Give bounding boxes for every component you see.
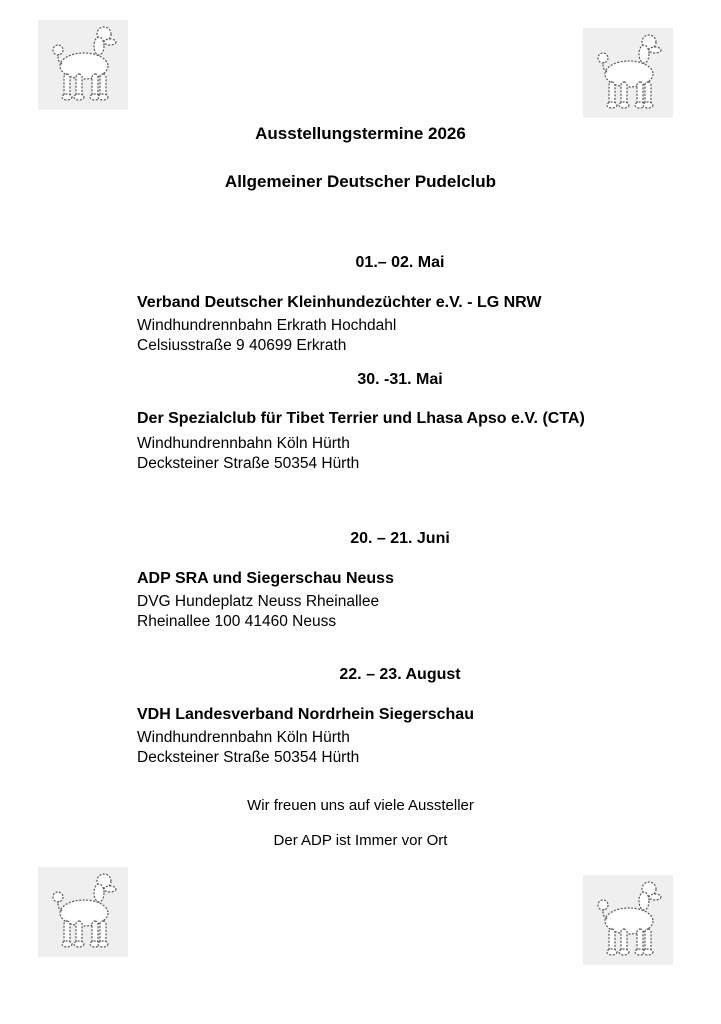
page-title: Ausstellungstermine 2026 bbox=[255, 124, 466, 143]
page-subtitle: Allgemeiner Deutscher Pudelclub bbox=[224, 172, 497, 191]
event-block bbox=[137, 290, 677, 356]
event-date: 01.– 02. Mai bbox=[355, 254, 445, 271]
event-venue: Windhundrennbahn Köln Hürth bbox=[137, 729, 350, 746]
event-block bbox=[137, 403, 647, 474]
event-block bbox=[137, 702, 677, 768]
poodle-icon bbox=[583, 875, 673, 965]
event-address: Celsiusstraße 9 40699 Erkrath bbox=[137, 337, 347, 354]
event-organizer: Verband Deutscher Kleinhundezüchter e.V. - LG NRW bbox=[137, 294, 542, 311]
event-date: 20. – 21. Juni bbox=[350, 530, 450, 547]
event-venue: DVG Hundeplatz Neuss Rheinallee bbox=[137, 593, 380, 610]
event-organizer: VDH Landesverband Nordrhein Siegerschau bbox=[137, 706, 474, 723]
footer-line: Wir freuen uns auf viele Aussteller bbox=[247, 797, 474, 814]
event-address: Decksteiner Straße 50354 Hürth bbox=[137, 749, 360, 766]
poodle-icon bbox=[583, 28, 673, 118]
event-venue: Windhundrennbahn Köln Hürth bbox=[137, 435, 350, 452]
event-organizer: ADP SRA und Siegerschau Neuss bbox=[137, 570, 394, 587]
event-address: Decksteiner Straße 50354 Hürth bbox=[137, 455, 360, 472]
event-venue: Windhundrennbahn Erkrath Hochdahl bbox=[137, 317, 397, 334]
footer-line: Der ADP ist Immer vor Ort bbox=[273, 832, 448, 849]
event-date: 22. – 23. August bbox=[339, 666, 461, 683]
poodle-icon bbox=[38, 867, 128, 957]
event-block bbox=[137, 566, 677, 632]
event-address: Rheinallee 100 41460 Neuss bbox=[137, 613, 337, 630]
poodle-icon bbox=[38, 20, 128, 110]
event-organizer: Der Spezialclub für Tibet Terrier und Lhasa Apso e.V. (CTA) bbox=[137, 410, 585, 427]
event-date: 30. -31. Mai bbox=[357, 371, 443, 388]
